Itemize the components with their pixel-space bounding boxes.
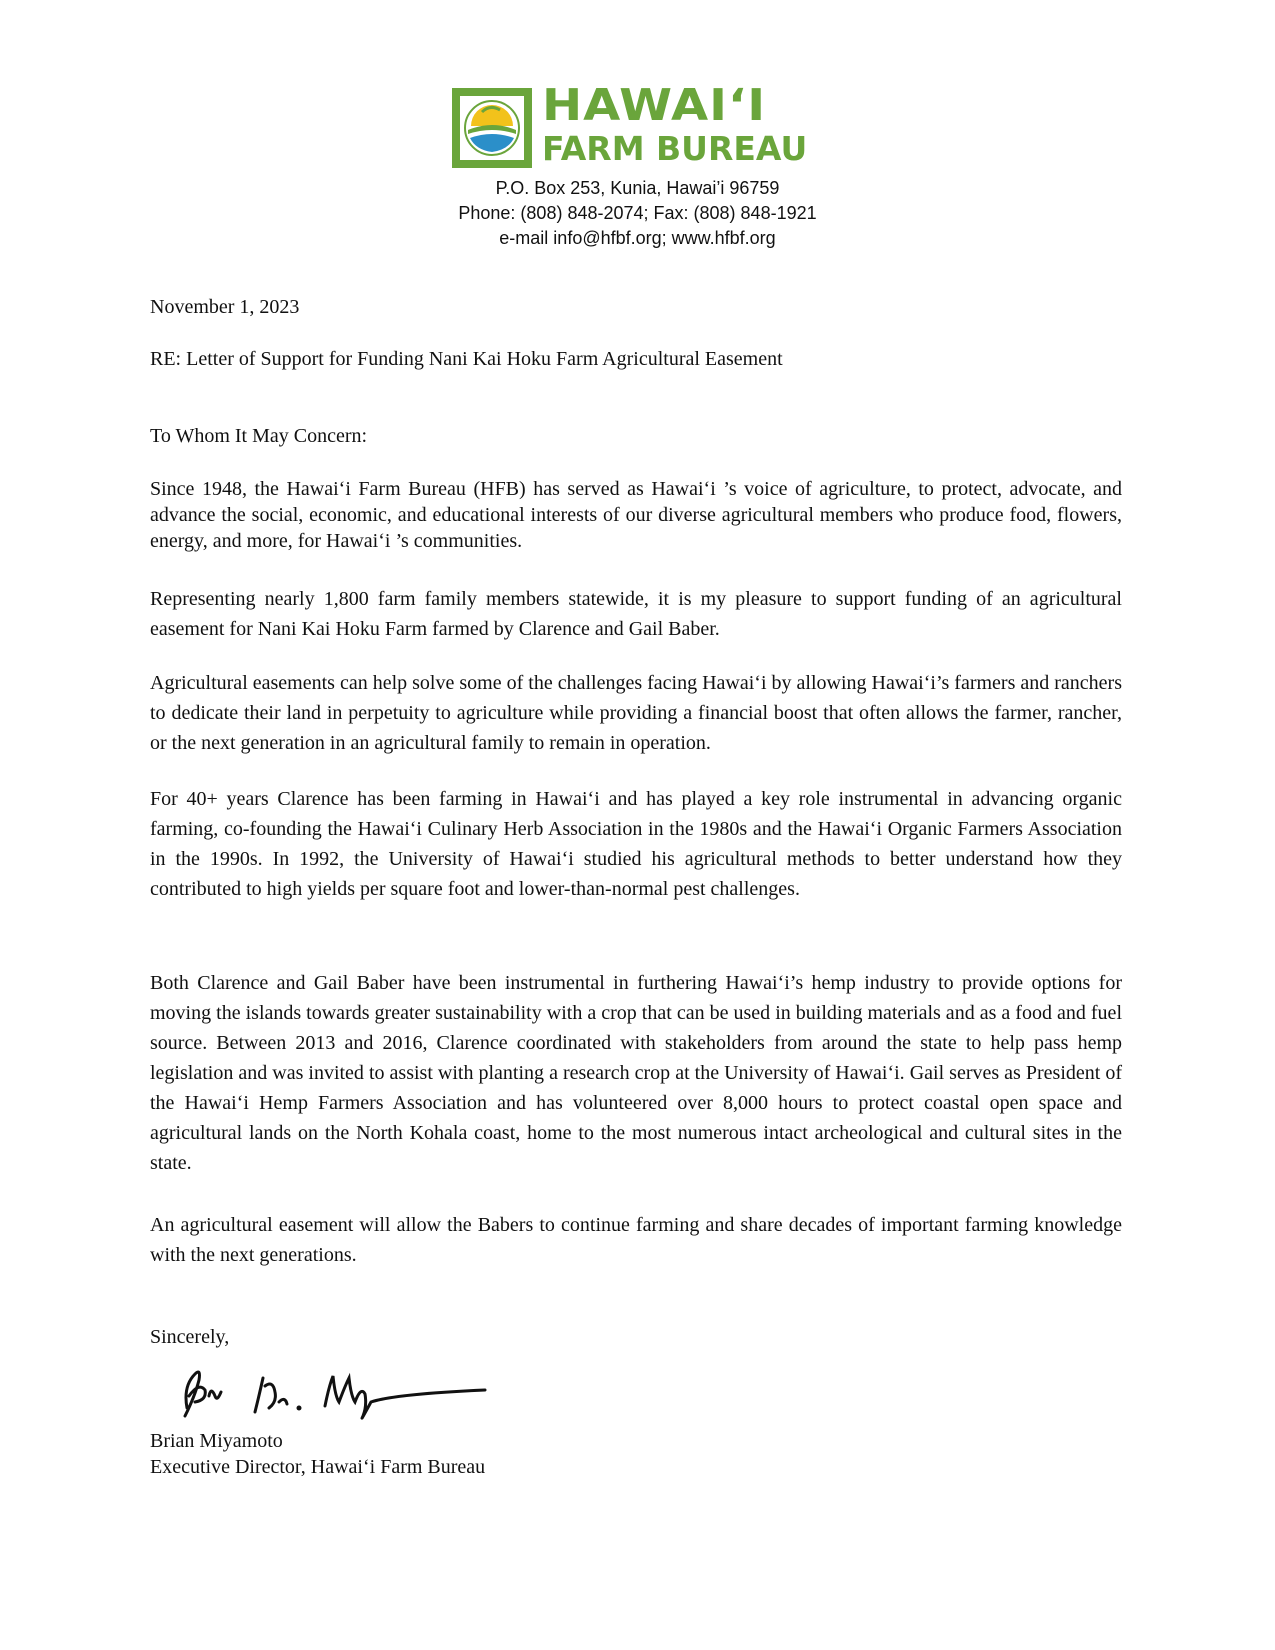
- paragraph-support: Representing nearly 1,800 farm family members statewide, it is my pleasure to support funding of an agricultural easement for Nani Kai Hoku Farm farmed by Clarence and Gail Baber.: [150, 588, 1122, 640]
- paragraph-hemp: Both Clarence and Gail Baber have been instrumental in furthering Hawaiʻi’s hemp industry to provide options for moving the islands towards greater sustainability with a crop that can be used in building materials and as a food and fuel source. Between 2013 and 2016, Clarence coordinated with stakeholders from around the state to help pass hemp legislation and was invited to assist with planting a research crop at the University of Hawaiʻi. Gail serves as President of the Hawaiʻi Hemp Farmers Association and has volunteered over 8,000 hours to protect coastal open space and agricultural lands on the North Kohala coast, home to the most numerous intact archeological and cultural sites in the state.: [150, 972, 1122, 1174]
- subject-line: RE: Letter of Support for Funding Nani Kai Hoku Farm Agricultural Easement: [150, 348, 783, 370]
- signer-title: Executive Director, Hawaiʻi Farm Bureau: [150, 1456, 486, 1478]
- logo-wordmark-farm-bureau: FARM BUREAU: [542, 129, 808, 168]
- farm-bureau-emblem-icon: [452, 88, 532, 168]
- handwritten-signature: [165, 1356, 495, 1426]
- phone-fax: Phone: (808) 848-2074; Fax: (808) 848-1921: [458, 203, 817, 223]
- mailing-address: P.O. Box 253, Kunia, Hawai’i 96759: [495, 178, 780, 198]
- letter-date: November 1, 2023: [150, 296, 300, 318]
- email-website: e-mail info@hfbf.org; www.hfbf.org: [499, 228, 776, 248]
- paragraph-easements: Agricultural easements can help solve some of the challenges facing Hawaiʻi by allowing Hawaiʻi’s farmers and ranchers to dedicate their land in perpetuity to agriculture while providing a financial boost that often allows the farmer, rancher, or the next generation in an agricultural family to remain in operation.: [150, 672, 1122, 754]
- signer-name: Brian Miyamoto: [150, 1430, 283, 1452]
- paragraph-clarence: For 40+ years Clarence has been farming in Hawaiʻi and has played a key role instrumental in advancing organic farming, co-founding the Hawaiʻi Culinary Herb Association in the 1980s and the Hawaiʻi Organic Farmers Association in the 1990s. In 1992, the University of Hawaiʻi studied his agricultural methods to better understand how they contributed to high yields per square foot and lower-than-normal pest challenges.: [150, 788, 1122, 900]
- closing: Sincerely,: [150, 1326, 230, 1348]
- logo-wordmark-hawaii: HAWAIʻI: [542, 80, 767, 131]
- paragraph-conclusion: An agricultural easement will allow the Babers to continue farming and share decades of important farming knowledge with the next generations.: [150, 1214, 1122, 1266]
- paragraph-intro: Since 1948, the Hawaiʻi Farm Bureau (HFB) has served as Hawaiʻi ’s voice of agriculture, to protect, advocate, and advance the social, economic, and educational interests of our diverse agricultural members who produce food, flowers, energy, and more, for Hawaiʻi ’s communities.: [150, 478, 1122, 552]
- hfb-logo: [452, 80, 822, 178]
- salutation: To Whom It May Concern:: [150, 425, 368, 447]
